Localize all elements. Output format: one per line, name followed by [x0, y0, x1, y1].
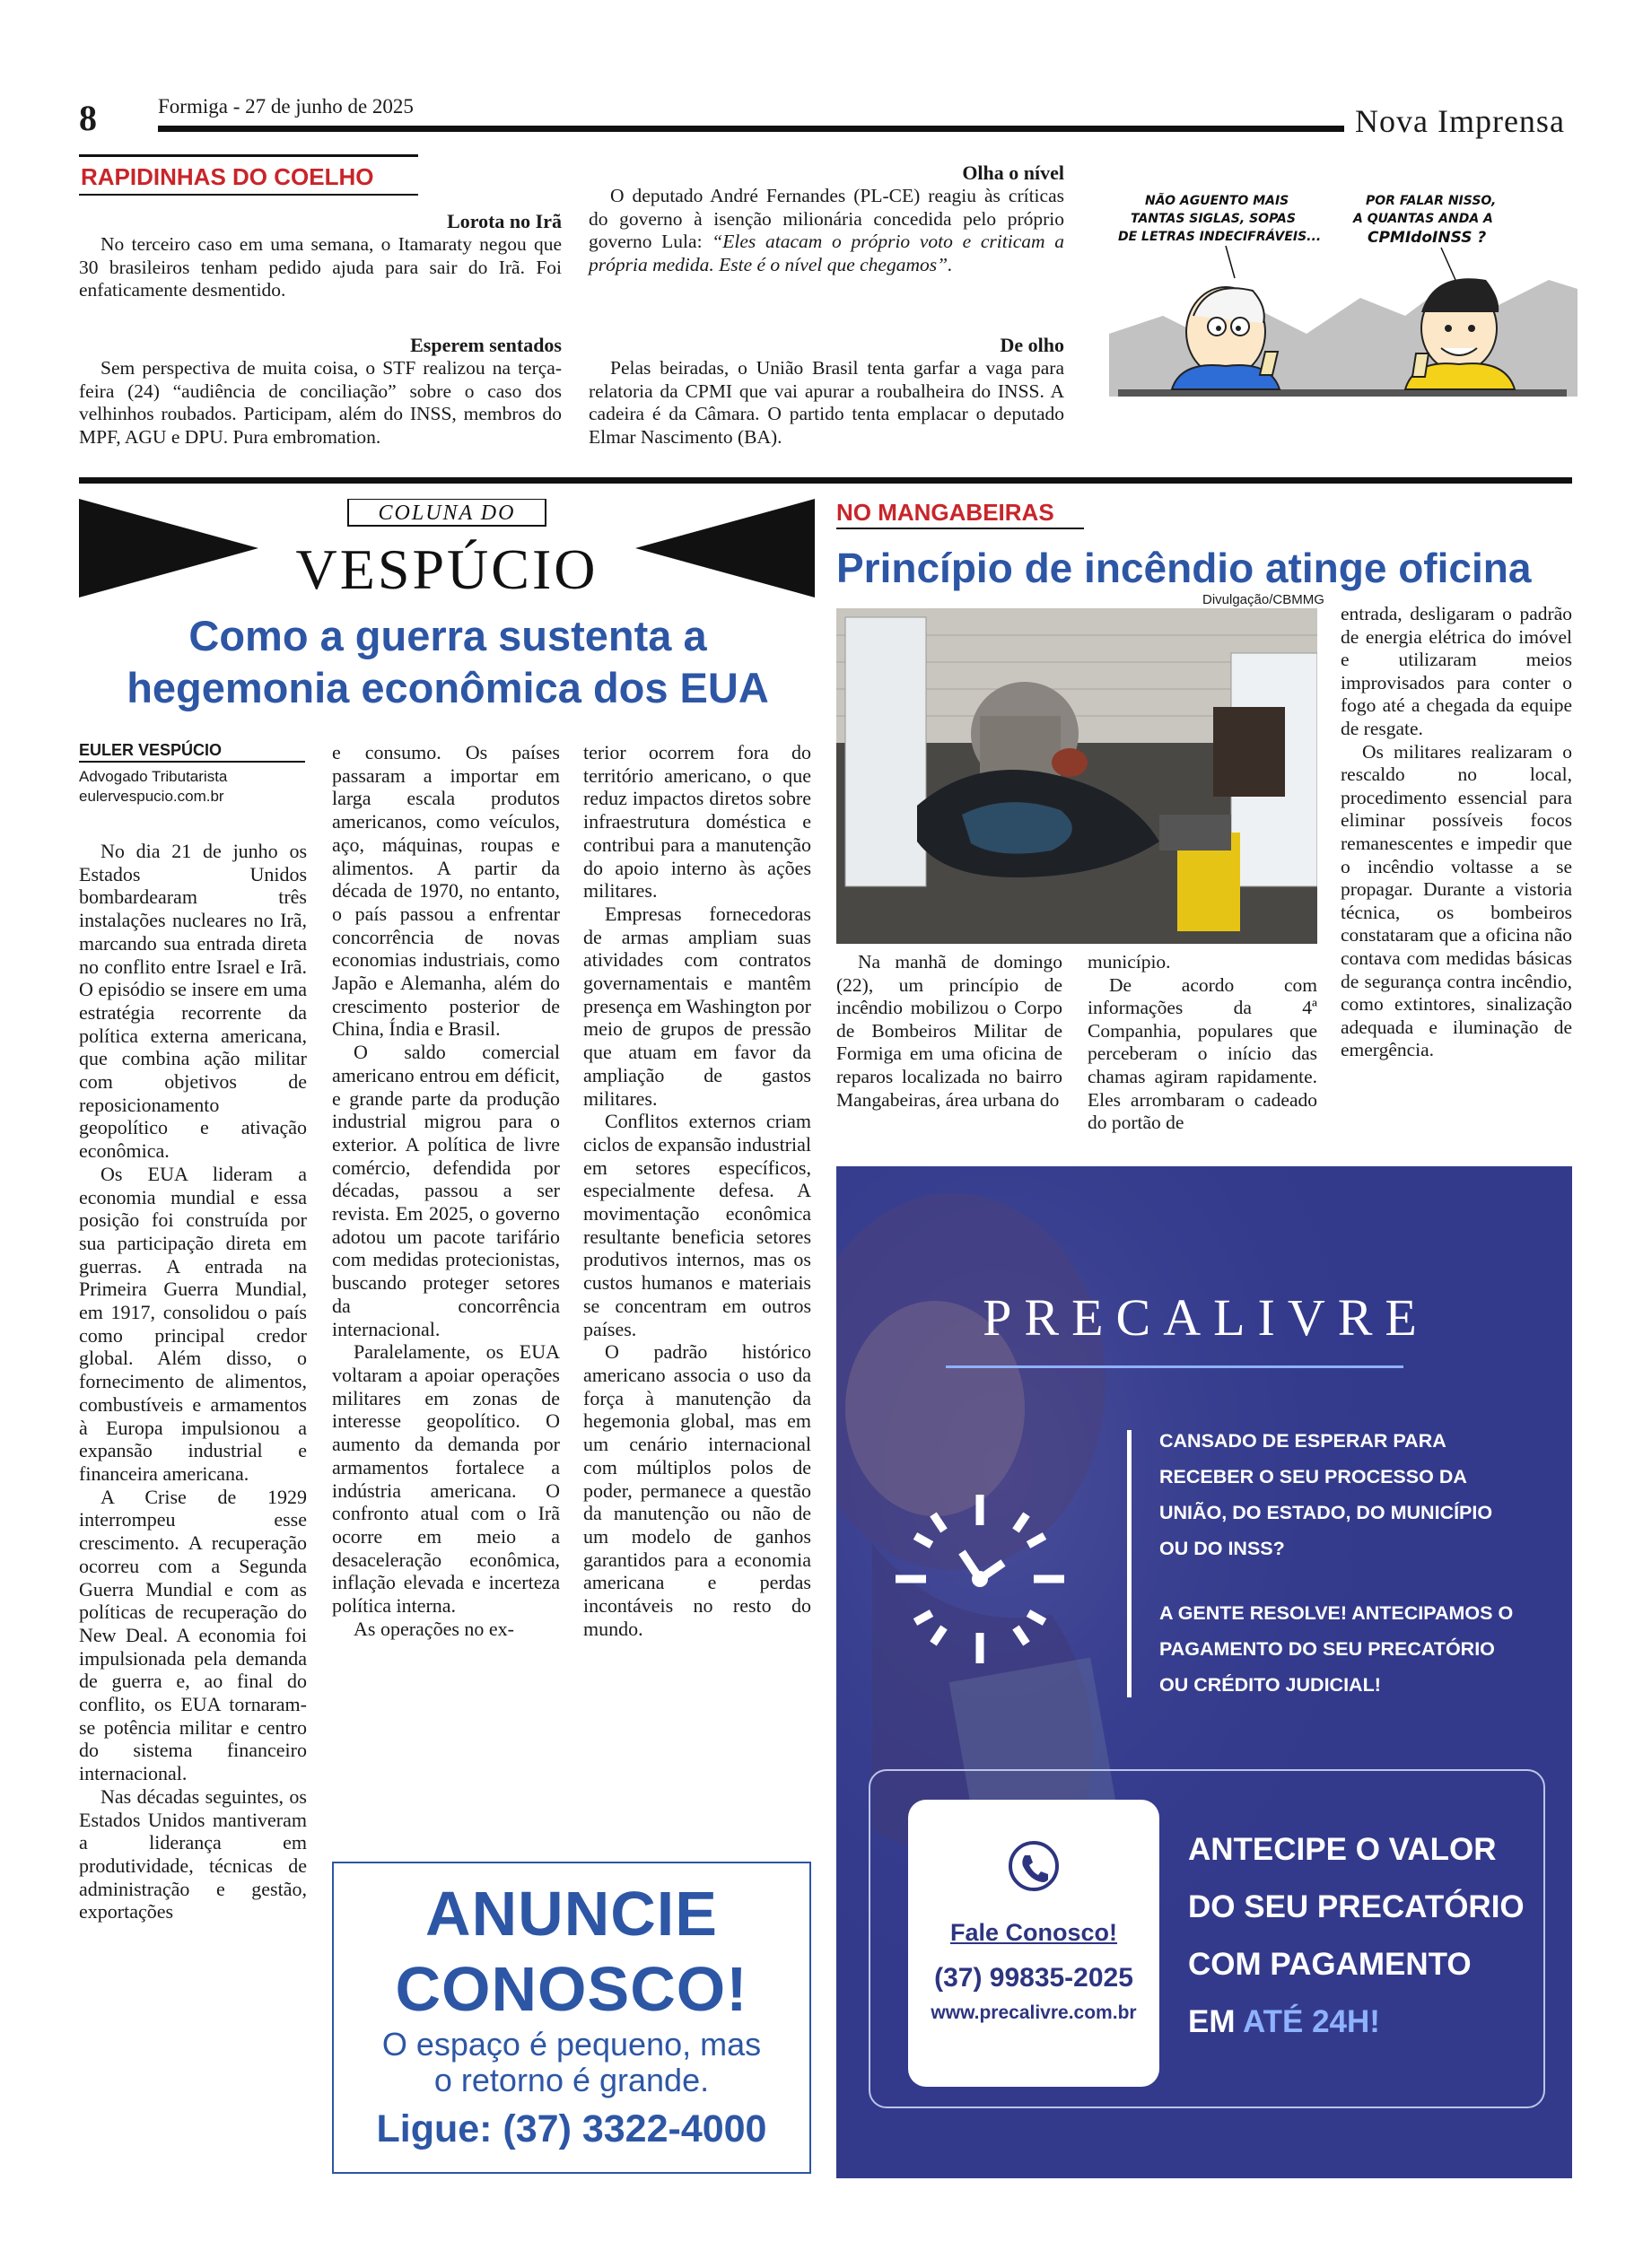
- page-number: 8: [79, 98, 97, 138]
- author-rule: [79, 761, 305, 763]
- rapidinha-title: Lorota no Irã: [447, 210, 562, 232]
- brand-underline: [946, 1365, 1403, 1368]
- kicker-rule: [836, 528, 1084, 529]
- rapidinha-title: Olha o nível: [962, 161, 1064, 184]
- balloon-right-line: A QUANTAS ANDA A: [1353, 212, 1493, 226]
- column-banner: [79, 499, 815, 598]
- story-text-2: [1088, 951, 1317, 1135]
- ad-subline: o retorno é grande.: [433, 2062, 710, 2098]
- cta-line: [1188, 1993, 1525, 2051]
- rapidinha-text: Sem perspectiva de muita coisa, o STF realizou na terça-feira (24) “audiência de conciliação” sobre o caso dos velhinhos roubados. Participam, além do INSS, membros do MPF, AGU e DPU. Pura embromation.: [79, 357, 562, 448]
- ad-line: OU DO INSS?: [1159, 1538, 1285, 1559]
- banner-small-text: COLUNA DO: [378, 502, 516, 525]
- story-text-1: [836, 951, 1062, 1112]
- rapidinha-text: No terceiro caso em uma semana, o Itamaraty negou que 30 brasileiros tenham pedido ajuda para sair do Irã. Foi enfaticamente desmentido.: [79, 233, 562, 301]
- paragraph: Na manhã de domingo (22), um princípio de incêndio mobilizou o Corpo de Bombeiros Militar de Formiga em uma oficina de reparos localizada no bairro Mangabeiras, área urbana do: [836, 951, 1062, 1111]
- paragraph: As operações no ex-: [354, 1617, 514, 1640]
- ad-line: RECEBER O SEU PROCESSO DA: [1159, 1466, 1467, 1487]
- ad-line: CANSADO DE ESPERAR PARA: [1159, 1430, 1446, 1452]
- balloon-right-line: CPMIdoINSS ?: [1368, 229, 1487, 247]
- fire-damage-photo: [836, 608, 1317, 944]
- paragraph: município.: [1088, 951, 1171, 973]
- brand-logo: PRECALIVRE: [983, 1288, 1429, 1347]
- cta-line: DO SEU PRECATÓRIO: [1188, 1889, 1525, 1924]
- ad-headline: ANUNCIE: [425, 1879, 718, 1949]
- masthead: Nova Imprensa: [1355, 103, 1565, 139]
- cta-prefix: EM: [1188, 2004, 1236, 2039]
- column-headline: [86, 610, 809, 714]
- paragraph: terior ocorrem fora do território americano, o que reduz impactos diretos sobre infraestrutura doméstica e contribui para a manutenção do apoio interno às ações militares.: [583, 741, 811, 903]
- column-text-2: [332, 741, 560, 1640]
- paragraph: O padrão histórico americano associa o uso da força à manutenção da hegemonia global, mas em um cenário internacional com múltiplos polos de poder, permanece a questão da manutenção ou não de um modelo de ganhos garantidos para a economia americana e perdas incontáveis no resto do mundo.: [583, 1340, 811, 1640]
- rapidinha-text: Pelas beiradas, o União Brasil tenta garfar a vaga para relatoria da CPMI que vai apurar a roubalheira do INSS. A cadeira é da Câmara. O partido tenta emplacar o deputado Elmar Nascimento (BA).: [589, 357, 1064, 448]
- ad-line: OU CRÉDITO JUDICIAL!: [1159, 1674, 1381, 1696]
- ad-headline: CONOSCO!: [395, 1954, 748, 2024]
- contact-label: Fale Conosco!: [949, 1919, 1118, 1946]
- ad-line: A GENTE RESOLVE! ANTECIPAMOS O: [1159, 1602, 1514, 1624]
- precalivre-ad: [836, 1166, 1572, 2178]
- ad-answer: [1159, 1595, 1513, 1703]
- paragraph: Conflitos externos criam ciclos de expansão industrial em setores específicos, especialmente defesa. A movimentação econômica resultante beneficia setores produtivos internos, mas os custos humanos e materiais se concentram em outros países.: [583, 1110, 811, 1340]
- rapidinha-esperem: [79, 334, 562, 449]
- paragraph: De acordo com informações da 4ª Companhia, populares que perceberam o início das chamas agiram rapidamente. Eles arrombaram o cadeado do portão de: [1088, 973, 1317, 1134]
- ad-phone: Ligue: (37) 3322-4000: [376, 2107, 767, 2150]
- ad-contact-card: [908, 1800, 1159, 2087]
- column-text-3: [583, 741, 811, 1640]
- headline-line: hegemonia econômica dos EUA: [127, 664, 769, 711]
- paragraph: No dia 21 de junho os Estados Unidos bombardearam três instalações nucleares no Irã, marcando sua entrada direta no conflito entre Israel e Irã. O episódio se insere em uma estratégia recorrente da política externa americana, que combina ação militar com objetivos de reposicionamento geopolítico e ativação econômica.: [79, 840, 307, 1163]
- balloon-left-line: DE LETRAS INDECIFRÁVEIS...: [1118, 230, 1322, 244]
- paragraph: Os EUA lideram a economia mundial e essa posição foi construída por sua participação direta em guerras. A entrada na Primeira Guerra Mundial, em 1917, consolidou o país como principal credor global. Além disso, o fornecimento de alimentos, combustíveis e armamentos à Europa impulsionou a expansão industrial e financeira americana.: [79, 1162, 307, 1485]
- rapidinha-quote: “Eles atacam o próprio voto e criticam a própria medida. Este é o nível que chegamos”.: [589, 231, 1065, 275]
- paragraph: Os militares realizaram o rescaldo no local, procedimento essencial para eliminar possíveis focos remanescentes e impedir que o incêndio voltasse a se propagar. Durante a vistoria técnica, os bombeiros constataram que a oficina não contava com medidas básicas de segurança contra incêndio, como extintores, sinalização adequada e iluminação de emergência.: [1341, 740, 1572, 1061]
- rapidinha-lorota: [79, 210, 562, 302]
- ad-cta: [1188, 1821, 1525, 2051]
- mangabeiras-kicker: NO MANGABEIRAS: [836, 499, 1054, 526]
- paragraph: entrada, desligaram o padrão de energia elétrica do imóvel e utilizaram meios improvisados para conter o fogo até a chegada da equipe de resgate.: [1341, 603, 1572, 739]
- phone-icon: [1007, 1839, 1061, 1893]
- paragraph: Nas décadas seguintes, os Estados Unidos mantiveram a liderança em produtividade, técnicas de administração e gestão, exportações: [79, 1784, 307, 1923]
- paragraph: O saldo comercial americano entrou em déficit, e grande parte da produção industrial migrou para o exterior. A política de livre comércio, defendida por décadas, passou a ser revista. Em 2025, o governo adotou um pacote tarifário com medidas protecionistas, buscando proteger setores da concorrência internacional.: [332, 1041, 560, 1340]
- rapidinhas-kicker: RAPIDINHAS DO COELHO: [81, 163, 374, 190]
- banner-big-text: VESPÚCIO: [295, 537, 599, 598]
- ad-subline: O espaço é pequeno, mas: [381, 2026, 762, 2063]
- story-headline: Princípio de incêndio atinge oficina: [836, 545, 1532, 591]
- clock-icon: [890, 1489, 1070, 1669]
- author-name: EULER VESPÚCIO: [79, 741, 223, 759]
- balloon-right-line: POR FALAR NISSO,: [1366, 194, 1497, 208]
- balloon-left-line: TANTAS SIGLAS, SOPAS: [1131, 212, 1296, 226]
- section-rule: [79, 477, 1572, 484]
- cta-line: COM PAGAMENTO: [1188, 1947, 1472, 1982]
- contact-phone: (37) 99835-2025: [934, 1963, 1133, 1993]
- kicker-rule: [79, 154, 418, 157]
- ad-line: PAGAMENTO DO SEU PRECATÓRIO: [1159, 1638, 1495, 1660]
- rapidinha-text: O deputado André Fernandes (PL-CE) reagiu às críticas do governo à isenção milionária concedida pelo próprio governo Lula:: [589, 185, 1064, 253]
- paragraph: Empresas fornecedoras de armas ampliam suas atividades com contratos governamentais e mantêm presença em Washington por meio de grupos de pressão que atuam em favor da ampliação de gastos militares.: [583, 902, 811, 1110]
- paragraph: A Crise de 1929 interrompeu esse crescimento. A recuperação ocorreu com a Segunda Guerra Mundial e com as políticas de recuperação do New Deal. A economia foi impulsionada pela demanda de guerra e, ao final do conflito, os EUA tornaram-se potência militar e centro do sistema financeiro internacional.: [79, 1485, 307, 1785]
- ad-line: UNIÃO, DO ESTADO, DO MUNICÍPIO: [1159, 1502, 1493, 1523]
- cta-line: ANTECIPE O VALOR: [1188, 1832, 1497, 1867]
- ad-question: [1159, 1423, 1492, 1566]
- author-role: Advogado Tributarista: [79, 768, 228, 785]
- paragraph: e consumo. Os países passaram a importar em larga escala produtos americanos, como veículos, aço, máquinas, roupas e alimentos. A partir da década de 1970, no entanto, o país passou a enfrentar concorrência de novas economias industriais, como Japão e Alemanha, além do crescimento posterior de China, Índia e Brasil.: [332, 741, 560, 1041]
- cartoon-illustration: [1100, 181, 1577, 434]
- rapidinha-deolho: [589, 334, 1064, 449]
- headline-line: Como a guerra sustenta a: [188, 612, 707, 659]
- cta-highlight: ATÉ 24H!: [1242, 2004, 1380, 2039]
- author-website: eulervespucio.com.br: [79, 788, 224, 805]
- photo-credit: Divulgação/CBMMG: [1202, 592, 1324, 607]
- balloon-left-line: NÃO AGUENTO MAIS: [1145, 194, 1289, 208]
- anuncie-ad: [332, 1862, 811, 2174]
- rapidinha-olha: [589, 161, 1064, 276]
- column-text-1: [79, 840, 307, 1923]
- rapidinha-title: De olho: [1000, 334, 1064, 356]
- ad-divider: [1127, 1430, 1132, 1697]
- edition-date: Formiga - 27 de junho de 2025: [158, 95, 414, 118]
- kicker-rule: [79, 194, 418, 196]
- paragraph: Paralelamente, os EUA voltaram a apoiar operações militares em zonas de interesse geopolítico. O aumento da demanda por armamentos fortalece a indústria americana. O confronto atual com o Irã ocorre em meio a desaceleração econômica, inflação elevada e incerteza política interna.: [332, 1340, 560, 1618]
- story-text-3: [1341, 603, 1572, 1062]
- header-rule: [158, 126, 1344, 132]
- contact-website: www.precalivre.com.br: [931, 2002, 1137, 2023]
- rapidinha-title: Esperem sentados: [410, 334, 562, 356]
